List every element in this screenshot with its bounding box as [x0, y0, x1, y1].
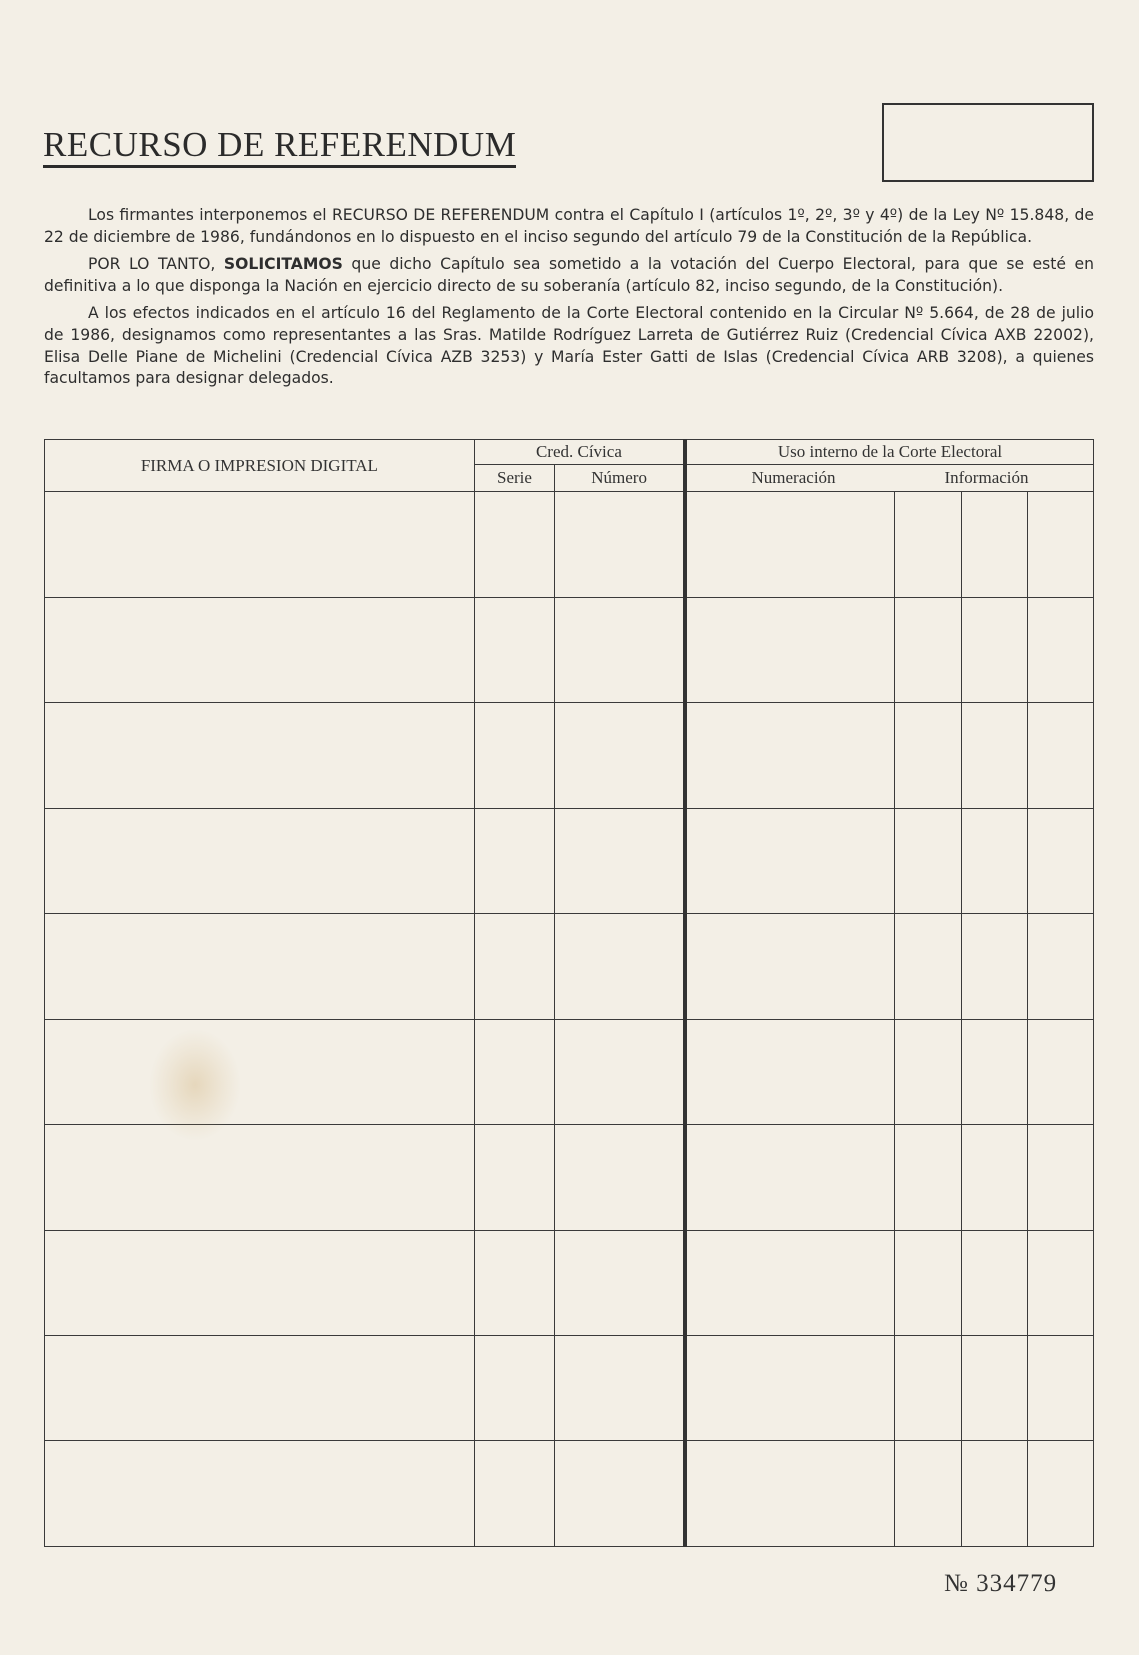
informacion-cell [1027, 1230, 1093, 1335]
numeracion-cell [685, 914, 895, 1019]
informacion-cell [1027, 597, 1093, 702]
numeracion-cell [685, 492, 895, 597]
numero-cell[interactable] [555, 1230, 685, 1335]
table-row [45, 1019, 1094, 1124]
numeracion-cell [685, 808, 895, 913]
numero-cell[interactable] [555, 1335, 685, 1440]
numero-cell[interactable] [555, 808, 685, 913]
informacion-cell [961, 703, 1027, 808]
informacion-cell [961, 808, 1027, 913]
serie-cell[interactable] [474, 1230, 554, 1335]
numero-cell[interactable] [555, 597, 685, 702]
header-numero: Número [555, 465, 685, 492]
serie-cell[interactable] [474, 1335, 554, 1440]
firma-cell[interactable] [45, 703, 475, 808]
numeracion-cell [685, 1441, 895, 1547]
informacion-cell [961, 1335, 1027, 1440]
firma-cell[interactable] [45, 1019, 475, 1124]
form-title: RECURSO DE REFERENDUM [43, 127, 516, 168]
firma-cell[interactable] [45, 597, 475, 702]
informacion-cell [895, 597, 961, 702]
table-row [45, 492, 1094, 597]
informacion-cell [1027, 1019, 1093, 1124]
informacion-cell [895, 703, 961, 808]
informacion-cell [895, 1230, 961, 1335]
serie-cell[interactable] [474, 597, 554, 702]
paragraph-2-bold: SOLICITAMOS [223, 255, 343, 274]
numeracion-cell [685, 1335, 895, 1440]
table-row [45, 1230, 1094, 1335]
header-uso-sub [685, 465, 1093, 492]
firma-cell[interactable] [45, 1125, 475, 1230]
form-body [44, 205, 1094, 396]
header-informacion: Información [944, 468, 1029, 488]
table-row [45, 1335, 1094, 1440]
serial-number: № 334779 [944, 1570, 1058, 1597]
informacion-cell [961, 1441, 1027, 1547]
header-serie: Serie [474, 465, 554, 492]
header-numeracion: Numeración [751, 468, 836, 488]
informacion-cell [1027, 808, 1093, 913]
informacion-cell [1027, 703, 1093, 808]
firma-cell[interactable] [45, 1230, 475, 1335]
firma-cell[interactable] [45, 492, 475, 597]
serie-cell[interactable] [474, 492, 554, 597]
numero-cell[interactable] [555, 703, 685, 808]
table-row [45, 914, 1094, 1019]
firma-cell[interactable] [45, 1335, 475, 1440]
serie-cell[interactable] [474, 914, 554, 1019]
serie-cell[interactable] [474, 1441, 554, 1547]
numeracion-cell [685, 597, 895, 702]
informacion-cell [1027, 492, 1093, 597]
firma-cell[interactable] [45, 808, 475, 913]
stamp-box [882, 103, 1094, 182]
paragraph-2-lead: POR LO TANTO, [88, 255, 216, 274]
header-firma: FIRMA O IMPRESION DIGITAL [45, 440, 475, 492]
header-uso-interno: Uso interno de la Corte Electoral [685, 440, 1093, 465]
numero-cell[interactable] [555, 914, 685, 1019]
informacion-cell [961, 1230, 1027, 1335]
table-row [45, 808, 1094, 913]
firma-cell[interactable] [45, 914, 475, 1019]
informacion-cell [961, 1125, 1027, 1230]
numero-cell[interactable] [555, 1019, 685, 1124]
paragraph-3: A los efectos indicados en el artículo 16 del Reglamento de la Corte Electoral contenido en la Circular Nº 5.664, de 28 de julio de 1986, designamos como representantes a las Sras. Matilde Rodríguez Larreta de Gutiérrez Ruiz (Credencial Cívica AXB 22002), Elisa Delle Piane de Michelini (Credencial Cívica AZB 3253) y María Ester Gatti de Islas (Credencial Cívica ARB 3208), a quienes facultamos para designar delegados. [44, 304, 1094, 388]
informacion-cell [961, 492, 1027, 597]
serie-cell[interactable] [474, 703, 554, 808]
informacion-cell [895, 914, 961, 1019]
serie-cell[interactable] [474, 1125, 554, 1230]
numero-cell[interactable] [555, 1441, 685, 1547]
informacion-cell [1027, 1335, 1093, 1440]
table-row [45, 597, 1094, 702]
table-row [45, 1125, 1094, 1230]
serie-cell[interactable] [474, 808, 554, 913]
numero-cell[interactable] [555, 1125, 685, 1230]
informacion-cell [1027, 1125, 1093, 1230]
firma-cell[interactable] [45, 1441, 475, 1547]
numeracion-cell [685, 1230, 895, 1335]
informacion-cell [895, 492, 961, 597]
table-row [45, 703, 1094, 808]
informacion-cell [1027, 1441, 1093, 1547]
signature-table [44, 439, 1094, 1547]
informacion-cell [895, 1019, 961, 1124]
numeracion-cell [685, 703, 895, 808]
informacion-cell [961, 1019, 1027, 1124]
informacion-cell [895, 1125, 961, 1230]
paragraph-2 [44, 254, 1094, 297]
numero-cell[interactable] [555, 492, 685, 597]
table-row [45, 1441, 1094, 1547]
informacion-cell [895, 1441, 961, 1547]
paragraph-1: Los firmantes interponemos el RECURSO DE REFERENDUM contra el Capítulo I (artículos 1º, 2º, 3º y 4º) de la Ley Nº 15.848, de 22 de diciembre de 1986, fundándonos en lo dispuesto en el inciso segundo del artículo 79 de la Constitución de la República. [44, 206, 1094, 246]
serie-cell[interactable] [474, 1019, 554, 1124]
numeracion-cell [685, 1019, 895, 1124]
numeracion-cell [685, 1125, 895, 1230]
informacion-cell [961, 914, 1027, 1019]
informacion-cell [895, 1335, 961, 1440]
informacion-cell [895, 808, 961, 913]
header-cred-civica: Cred. Cívica [474, 440, 685, 465]
paragraph-2-rest: que dicho Capítulo sea sometido a la votación del Cuerpo Electoral, para que se esté en definitiva a lo que disponga la Nación en ejercicio directo de su soberanía (artículo 82, inciso segundo, de la Constitución). [44, 255, 1094, 295]
informacion-cell [1027, 914, 1093, 1019]
informacion-cell [961, 597, 1027, 702]
